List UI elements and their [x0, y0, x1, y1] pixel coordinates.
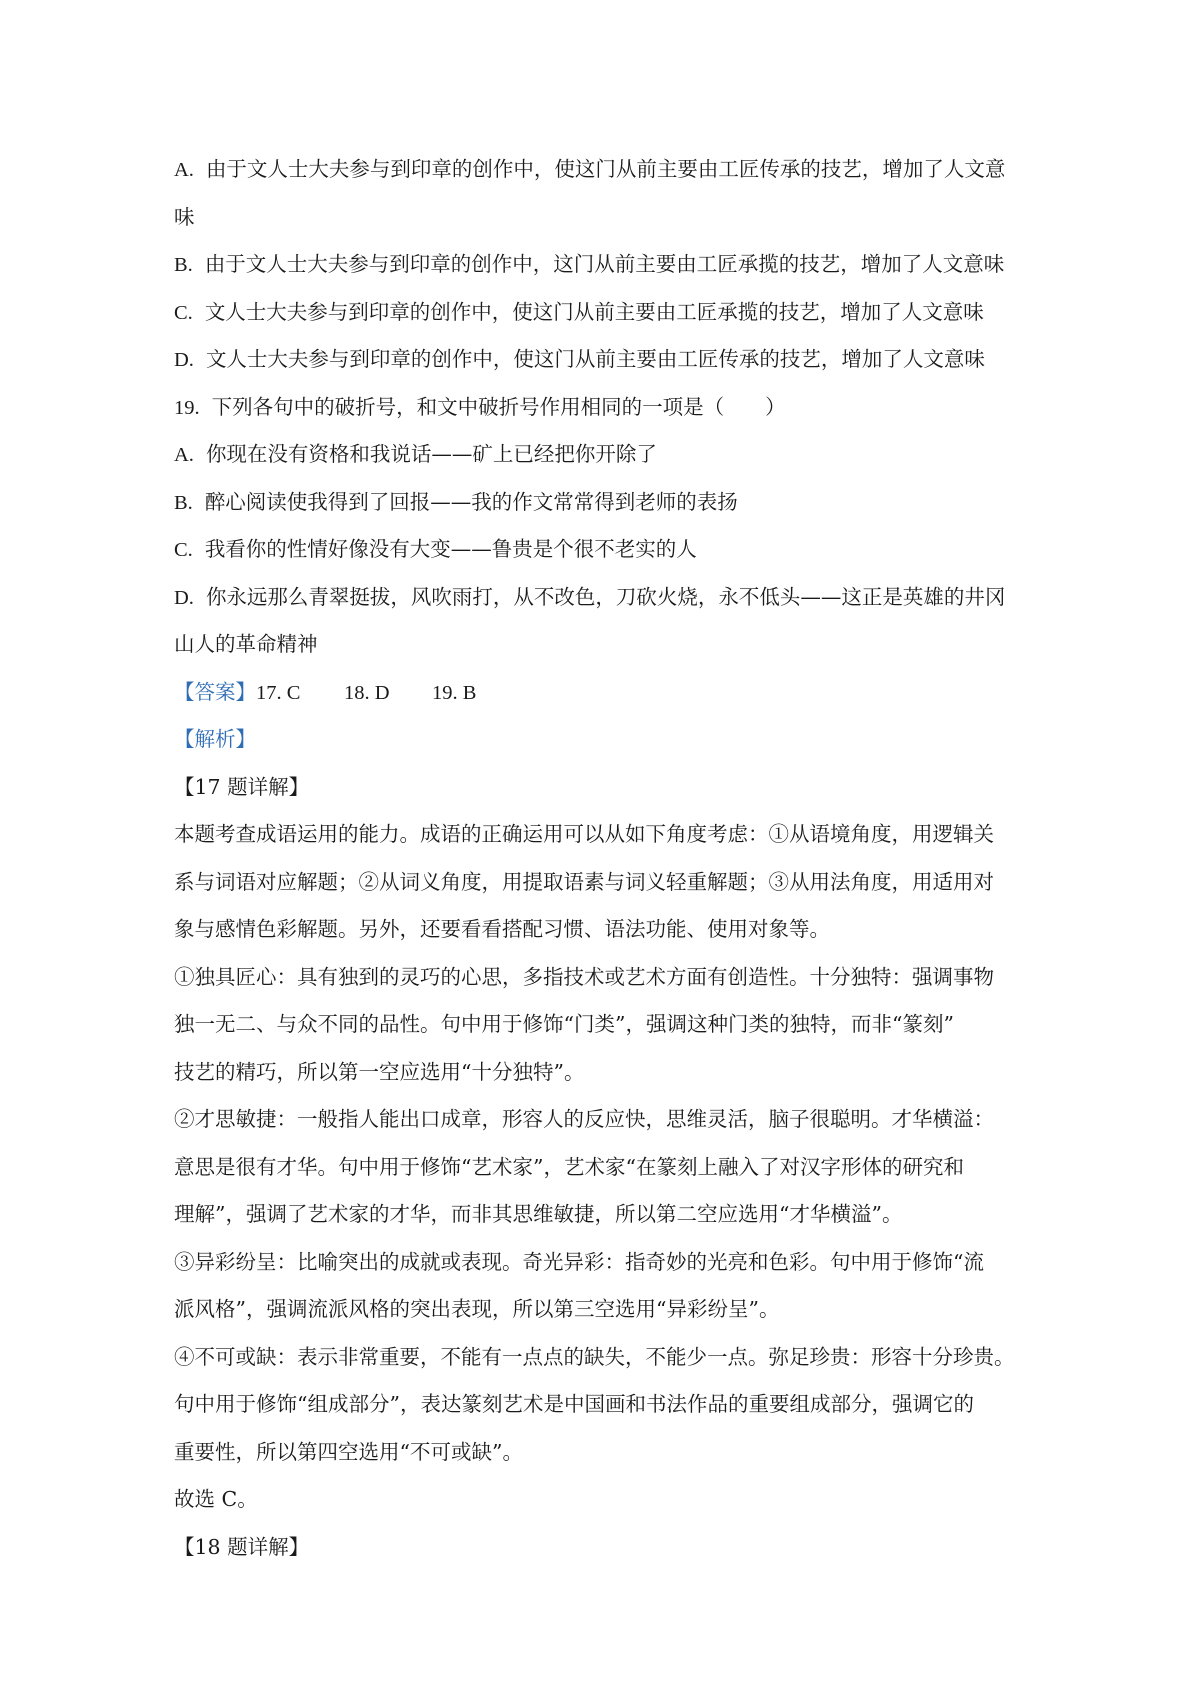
- option-text: 文人士大夫参与到印章的创作中，使这门从前主要由工匠传承的技艺，增加了人文意味: [205, 347, 985, 371]
- q19-option-a: [174, 431, 1044, 479]
- q19-stem: [174, 384, 1044, 432]
- q18-option-c: [174, 289, 1044, 337]
- paragraph-line: 派风格”，强调流派风格的突出表现，所以第三空选用“异彩纷呈”。: [174, 1297, 780, 1321]
- option-text: 我看你的性情好像没有大变——鲁贵是个很不老实的人: [204, 537, 697, 561]
- option-letter: B.: [174, 491, 193, 514]
- paragraph-line: 故选 C。: [174, 1487, 258, 1511]
- q18-option-b: [174, 241, 1044, 289]
- paragraph-line: 意思是很有才华。句中用于修饰“艺术家”，艺术家“在篆刻上融入了对汉字形体的研究和: [174, 1154, 964, 1179]
- paragraph-line: 系与词语对应解题；②从词义角度，用提取语素与词义轻重解题；③从用法角度，用适用对: [174, 869, 994, 894]
- paragraph-line: 理解”，强调了艺术家的才华，而非其思维敏捷，所以第二空应选用“才华横溢”。: [174, 1202, 903, 1226]
- option-text: 由于文人士大夫参与到印章的创作中，使这门从前主要由工匠传承的技艺，增加了人文意: [205, 157, 1006, 181]
- paragraph-line: ④不可或缺：表示非常重要，不能有一点点的缺失，不能少一点。弥足珍贵：形容十分珍贵。: [174, 1344, 1015, 1369]
- option-letter: D.: [174, 586, 194, 609]
- option-text: 醉心阅读使我得到了回报——我的作文常常得到老师的表扬: [204, 489, 738, 514]
- paragraph-line: 技艺的精巧，所以第一空应选用“十分独特”。: [174, 1059, 585, 1084]
- q18-options: [174, 146, 1044, 384]
- answer-item: 17. C: [256, 681, 301, 704]
- option-letter: C.: [174, 301, 193, 324]
- q18-detail-heading: 【18 题详解】: [174, 1534, 310, 1559]
- question-number: 19.: [174, 396, 200, 419]
- q18-option-a-line-1: [174, 146, 1044, 194]
- paragraph-line: ②才思敏捷：一般指人能出口成章，形容人的反应快，思维灵活，脑子很聪明。才华横溢：: [174, 1107, 994, 1131]
- q18-option-d: [174, 336, 1044, 384]
- option-text: 味: [174, 204, 195, 229]
- paragraph-line: 重要性，所以第四空选用“不可或缺”。: [174, 1439, 523, 1464]
- q18-option-a-line-2: [174, 194, 1044, 242]
- q19: [174, 384, 1044, 669]
- page-content: [174, 146, 1044, 1571]
- analysis-label: 【解析】: [174, 727, 256, 751]
- answer-item: 18. D: [344, 681, 390, 704]
- option-letter: B.: [174, 254, 193, 276]
- q17-detail-heading: 【17 题详解】: [174, 774, 310, 799]
- option-text: 你永远那么青翠挺拔，风吹雨打，从不改色，刀砍火烧，永不低头——这正是英雄的井冈: [205, 584, 1006, 609]
- option-letter: C.: [174, 539, 193, 561]
- option-letter: D.: [174, 349, 194, 371]
- paragraph-line: 句中用于修饰“组成部分”，表达篆刻艺术是中国画和书法作品的重要组成部分，强调它的: [174, 1392, 974, 1416]
- option-text: 山人的革命精神: [174, 632, 318, 656]
- option-text: 由于文人士大夫参与到印章的创作中，这门从前主要由工匠承揽的技艺，增加了人文意味: [204, 252, 1005, 276]
- q19-option-d-line-1: [174, 574, 1044, 622]
- q17-detail-body: [174, 811, 1044, 1524]
- q19-option-c: [174, 526, 1044, 574]
- paragraph-line: ③异彩纷呈：比喻突出的成就或表现。奇光异彩：指奇妙的光亮和色彩。句中用于修饰“流: [174, 1249, 984, 1274]
- option-text: 文人士大夫参与到印章的创作中，使这门从前主要由工匠承揽的技艺，增加了人文意味: [204, 299, 984, 324]
- option-text: 你现在没有资格和我说话——矿上已经把你开除了: [205, 442, 657, 466]
- paragraph-line: 独一无二、与众不同的品性。句中用于修饰“门类”，强调这种门类的独特，而非“篆刻”: [174, 1012, 954, 1036]
- answer-line: [174, 669, 1044, 717]
- answer-label: 【答案】: [174, 679, 256, 704]
- option-letter: A.: [174, 444, 194, 466]
- option-letter: A.: [174, 159, 194, 181]
- q19-option-b: [174, 479, 1044, 527]
- answer-item: 19. B: [432, 681, 477, 704]
- q19-option-d-line-2: [174, 621, 1044, 669]
- question-stem: 下列各句中的破折号，和文中破折号作用相同的一项是（ ）: [211, 394, 786, 419]
- paragraph-line: 象与感情色彩解题。另外，还要看看搭配习惯、语法功能、使用对象等。: [174, 917, 830, 941]
- paragraph-line: 本题考查成语运用的能力。成语的正确运用可以从如下角度考虑：①从语境角度，用逻辑关: [174, 822, 994, 846]
- paragraph-line: ①独具匠心：具有独到的灵巧的心思，多指技术或艺术方面有创造性。十分独特：强调事物: [174, 964, 994, 989]
